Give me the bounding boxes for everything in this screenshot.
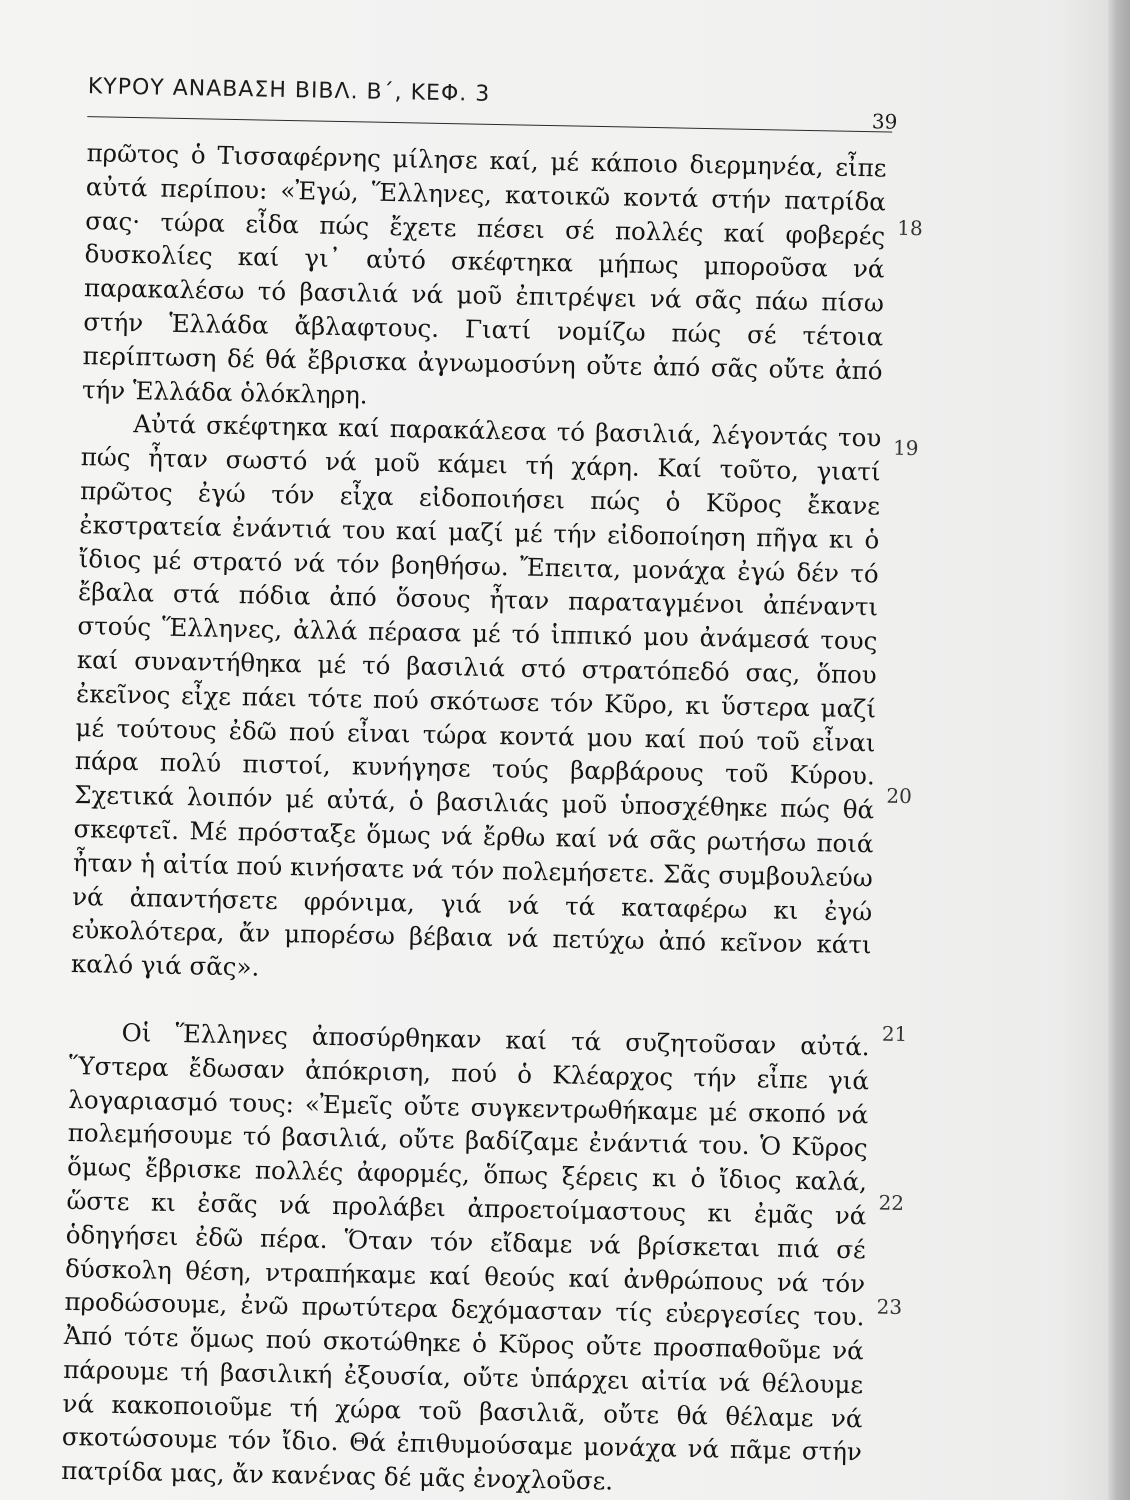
paragraph: Αὐτά σκέφτηκα καί παρακάλεσα τό βασιλιά, λέγοντάς του πώς ἦταν σωστό νά μοῦ κάμει τή χάρη. Καί τοῦτο, γιατί πρῶτος ἐγώ τόν εἶχα εἰδοποιήσει πώς ὁ Κῦρος ἔκανε ἐκστρατεία ἐνάντιά του καί μαζί μέ τήν εἰδοποίηση πῆγα κι ὁ ἴδιος μέ στρατό νά τόν βοηθήσω. Ἔπειτα, μονάχα ἐγώ δέν τό ἔβαλα στά πόδια ἀπό ὅσους ἦταν παραταγμένοι ἀπέναντι στούς Ἕλληνες, ἀλλά πέρασα μέ τό ἱππικό μου ἀνάμεσά τους καί συναντήθηκα μέ τό βασιλιά στό στρατόπεδό σας, ὅπου ἐκεῖνος εἶχε πάει τότε πού σκότωσε τόν Κῦρο, κι ὕστερα μαζί μέ τούτους ἐδῶ πού εἶναι τώρα κοντά μου καί πού τοῦ εἶναι πάρα πολύ πιστοί, κυνήγησε τούς βαρβάρους τοῦ Κύρου. Σχετικά λοιπόν μέ αὐτά, ὁ βασιλιάς μοῦ ὑποσχέθηκε πώς θά σκεφτεῖ. Μέ πρόσταξε ὅμως νά ἔρθω καί νά σᾶς ρωτήσω ποιά ἦταν ἡ αἰτία πού κινήσατε νά τόν πολεμήσετε. Σᾶς συμβουλεύω νά ἀπαντήσετε φρόνιμα, γιά νά τά καταφέρω κι ἐγώ εὐκολότερα, ἄν μπορέσω βέβαια νά πετύχω ἀπό κεῖνον κάτι καλό γιά σᾶς».	[70, 409, 882, 982]
running-head: ΚΥΡΟΥ ΑΝΑΒΑΣΗ ΒΙΒΛ. Β΄, ΚΕΦ. 3	[87, 74, 491, 107]
header-rule	[87, 116, 892, 132]
page-number: 39	[871, 109, 898, 134]
body-text	[61, 136, 887, 1500]
page-header	[87, 74, 898, 134]
section-number: 18	[897, 215, 923, 241]
section-number: 23	[876, 1294, 903, 1320]
paragraph: πρῶτος ὁ Τισσαφέρνης μίλησε καί, μέ κάποιο διερμηνέα, εἶπε αὐτά περίπου: «Ἐγώ, Ἕλληνες, κατοικῶ κοντά στήν πατρίδα σας· τώρα εἶδα πώς ἔχετε πέσει σέ πολλές καί φοβερές δυσκολίες καί γι᾽ αὐτό σκέφτηκα μήπως μποροῦσα νά παρακαλέσω τό βασιλιά νά μοῦ ἐπιτρέψει νά σᾶς πάω πίσω στήν Ἑλλάδα ἄβλαφτους. Γιατί νομίζω πώς σέ τέτοια περίπτωση δέ θά ἔβρισκα ἀγνωμοσύνη οὔτε ἀπό σᾶς οὔτε ἀπό τήν Ἑλλάδα ὁλόκληρη.	[81, 138, 887, 410]
section-number: 19	[892, 435, 919, 461]
paragraph: Οἱ Ἕλληνες ἀποσύρθηκαν καί τά συζητοῦσαν αὐτά. Ὕστερα ἔδωσαν ἀπόκριση, πού ὁ Κλέαρχος τήν εἶπε γιά λογαριασμό τους: «Ἐμεῖς οὔτε συγκεντρωθήκαμε μέ σκοπό νά πολεμήσουμε τό βασιλιά, οὔτε βαδίζαμε ἐνάντιά του. Ὁ Κῦρος ὅμως ἔβρισκε πολλές ἀφορμές, ὅπως ξέρεις κι ὁ ἴδιος καλά, ὥστε κι ἐσᾶς νά προλάβει ἀπροετοίμαστους κι ἐμᾶς νά ὁδηγήσει ἐδῶ πέρα. Ὅταν τόν εἴδαμε νά βρίσκεται πιά σέ δύσκολη θέση, ντραπήκαμε καί θεούς καί ἀνθρώπους νά τόν προδώσουμε, ἐνῶ πρωτύτερα δεχόμασταν τίς εὐεργεσίες του. Ἀπό τότε ὅμως πού σκοτώθηκε ὁ Κῦρος οὔτε προσπαθοῦμε νά πάρουμε τή βασιλική ἐξουσία, οὔτε ὑπάρχει αἰτία νά θέλουμε νά κακοποιοῦμε τή χώρα τοῦ βασιλιᾶ, οὔτε θά θέλαμε νά σκοτώσουμε τόν ἴδιο. Θά ἐπιθυμούσαμε μονάχα νά πᾶμε στήν πατρίδα μας, ἄν κανένας δέ μᾶς ἐνοχλοῦσε.	[61, 1017, 870, 1496]
section-number: 21	[881, 1021, 908, 1047]
section-number: 20	[886, 783, 913, 809]
section-number: 22	[878, 1190, 905, 1216]
